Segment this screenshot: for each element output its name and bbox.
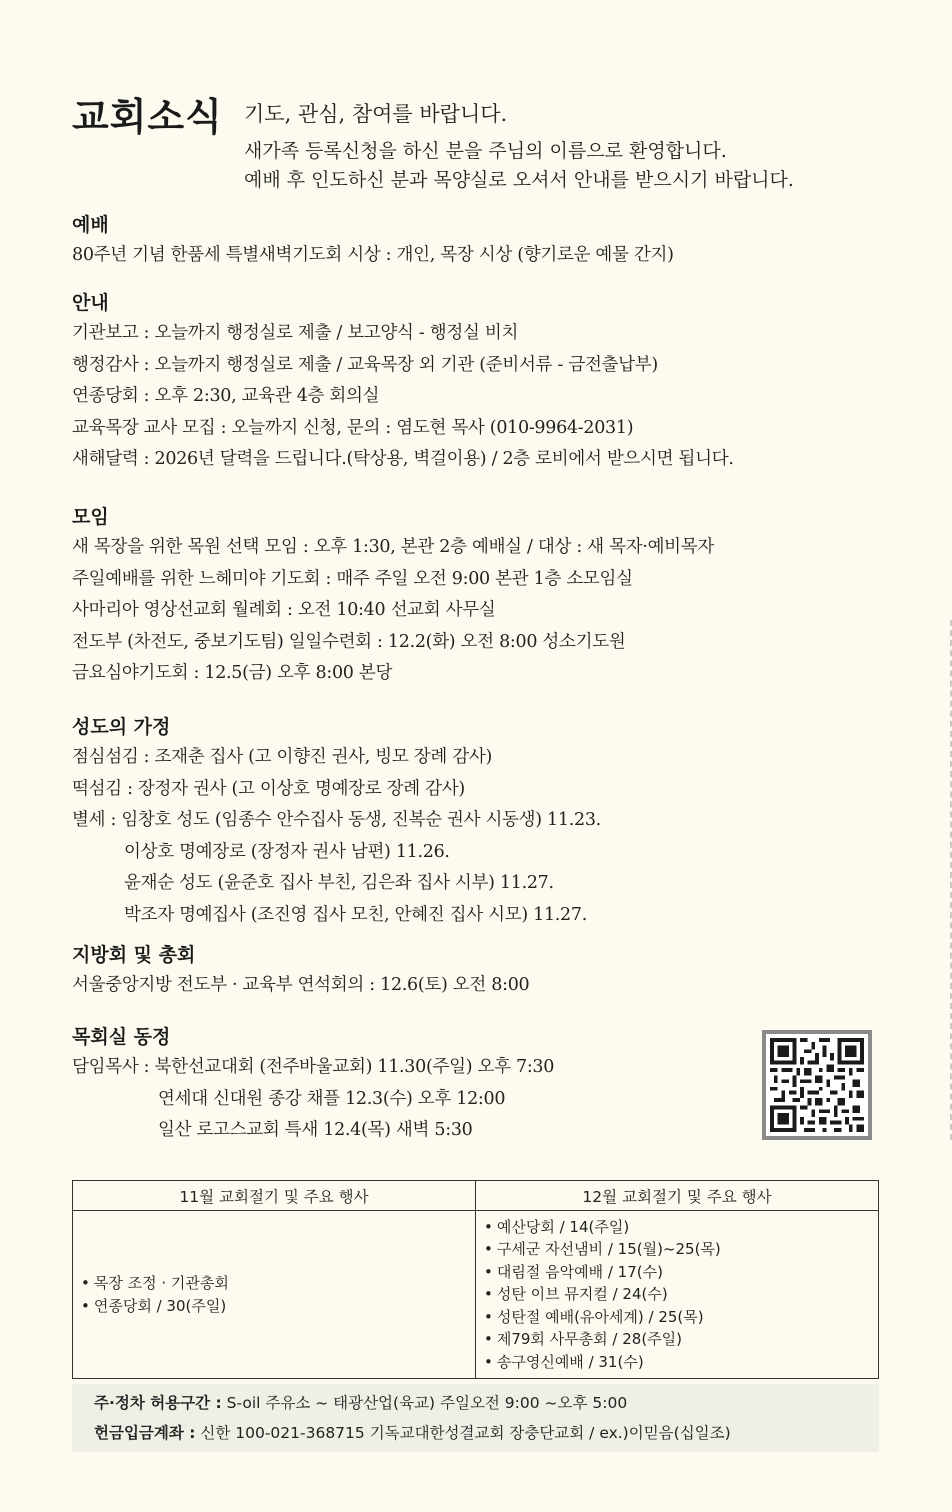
family-line: 박조자 명예집사 (조진영 집사 모친, 안혜진 집사 시모) 11.27. — [124, 904, 587, 925]
meeting-line: 사마리아 영상선교회 월례회 : 오전 10:40 선교회 사무실 — [72, 600, 496, 620]
notice-line: 새해달력 : 2026년 달력을 드립니다.(탁상용, 벽걸이용) / 2층 로비에서 받으시면 됩니다. — [72, 449, 734, 469]
worship-section — [72, 210, 872, 272]
notice-line: 기관보고 : 오늘까지 행정실로 제출 / 보고양식 - 행정실 비치 — [72, 323, 519, 343]
account-label: 헌금입금계좌 : — [94, 1424, 196, 1442]
header-guide-line: 예배 후 인도하신 분과 목양실로 오셔서 안내를 받으시기 바랍니다. — [244, 169, 794, 191]
qr-code-icon[interactable] — [762, 1030, 872, 1140]
pastor-line: 담임목사 : 북한선교대회 (전주바울교회) 11.30(주일) 오후 7:30 — [72, 1057, 555, 1077]
list-item: • 목장 조정 · 기관총회 — [81, 1272, 467, 1294]
parking-text: S-oil 주유소 ~ 태광산업(육교) 주일오전 9:00 ~오후 5:00 — [221, 1394, 628, 1412]
list-item: • 대림절 음악예배 / 17(수) — [484, 1261, 870, 1283]
section-title: 지방회 및 총회 — [72, 944, 196, 966]
footer-info — [72, 1384, 879, 1452]
meeting-line: 주일예배를 위한 느헤미야 기도회 : 매주 주일 오전 9:00 본관 1층 소모임실 — [72, 568, 633, 589]
list-item: • 구세군 자선냄비 / 15(월)~25(목) — [484, 1238, 870, 1260]
list-item: • 제79회 사무총회 / 28(주일) — [484, 1328, 870, 1350]
family-line: 점심섬김 : 조재춘 집사 (고 이향진 권사, 빙모 장례 감사) — [72, 747, 492, 767]
notice-line: 행정감사 : 오늘까지 행정실로 제출 / 교육목장 외 기관 (준비서류 - 금전출납부) — [72, 354, 658, 375]
qr-code-graphic — [770, 1038, 864, 1132]
section-title: 모임 — [72, 506, 109, 528]
section-title: 안내 — [72, 292, 109, 314]
family-line: 이상호 명예장로 (장정자 권사 남편) 11.26. — [124, 841, 450, 862]
meeting-line: 금요심야기도회 : 12.5(금) 오후 8:00 본당 — [72, 663, 393, 683]
pastor-line: 연세대 신대원 종강 채플 12.3(수) 오후 12:00 — [158, 1088, 506, 1109]
family-line: 윤재순 성도 (윤준호 집사 부친, 김은좌 집사 시부) 11.27. — [124, 873, 554, 893]
nov-events-cell — [73, 1211, 476, 1379]
notice-line: 교육목장 교사 모집 : 오늘까지 신청, 문의 : 염도현 목사 (010-9964-2031) — [72, 417, 634, 438]
notice-line: 연종당회 : 오후 2:30, 교육관 4층 회의실 — [72, 386, 380, 406]
section-title: 예배 — [72, 214, 109, 236]
dec-events-header: 12월 교회절기 및 주요 행사 — [476, 1181, 879, 1211]
family-line: 별세 : 임창호 성도 (임종수 안수집사 동생, 진복순 권사 시동생) 11.23. — [72, 810, 601, 830]
dec-events-cell — [476, 1211, 879, 1379]
header-subtitle: 기도, 관심, 참여를 바랍니다. — [244, 102, 508, 126]
pastor-line: 일산 로고스교회 특새 12.4(목) 새벽 5:30 — [158, 1120, 473, 1140]
list-item: • 연종당회 / 30(주일) — [81, 1295, 467, 1317]
section-title: 성도의 가정 — [72, 716, 171, 738]
worship-line: 80주년 기념 한품세 특별새벽기도회 시상 : 개인, 목장 시상 (향기로운 예물 간지) — [72, 245, 674, 265]
list-item: • 성탄 이브 뮤지컬 / 24(수) — [484, 1283, 870, 1305]
list-item: • 성탄절 예배(유아세계) / 25(목) — [484, 1306, 870, 1328]
account-info — [94, 1418, 879, 1448]
list-item: • 예산당회 / 14(주일) — [484, 1216, 870, 1238]
family-line: 떡섬김 : 장정자 권사 (고 이상호 명예장로 장례 감사) — [72, 778, 465, 799]
district-line: 서울중앙지방 전도부 · 교육부 연석회의 : 12.6(토) 오전 8:00 — [72, 975, 530, 995]
pastor-section — [72, 1022, 872, 1147]
events-table — [72, 1180, 879, 1379]
district-section — [72, 940, 872, 1002]
meeting-line: 전도부 (차전도, 중보기도팀) 일일수련회 : 12.2(화) 오전 8:00 성소기도원 — [72, 631, 626, 652]
nov-events-header: 11월 교회절기 및 주요 행사 — [73, 1181, 476, 1211]
section-title: 목회실 동정 — [72, 1026, 171, 1048]
meeting-section — [72, 502, 872, 690]
family-section — [72, 712, 872, 931]
header-welcome-line: 새가족 등록신청을 하신 분을 주님의 이름으로 환영합니다. — [244, 140, 727, 162]
parking-label: 주·정차 허용구간 : — [94, 1394, 222, 1412]
account-text: 신한 100-021-368715 기독교대한성결교회 장충단교회 / ex.)이믿음(십일조) — [195, 1424, 731, 1442]
notice-section — [72, 288, 872, 476]
parking-info — [94, 1388, 879, 1418]
page-title: 교회소식 — [72, 95, 223, 139]
meeting-line: 새 목장을 위한 목원 선택 모임 : 오후 1:30, 본관 2층 예배실 / 대상 : 새 목자·예비목자 — [72, 537, 714, 557]
list-item: • 송구영신예배 / 31(수) — [484, 1351, 870, 1373]
